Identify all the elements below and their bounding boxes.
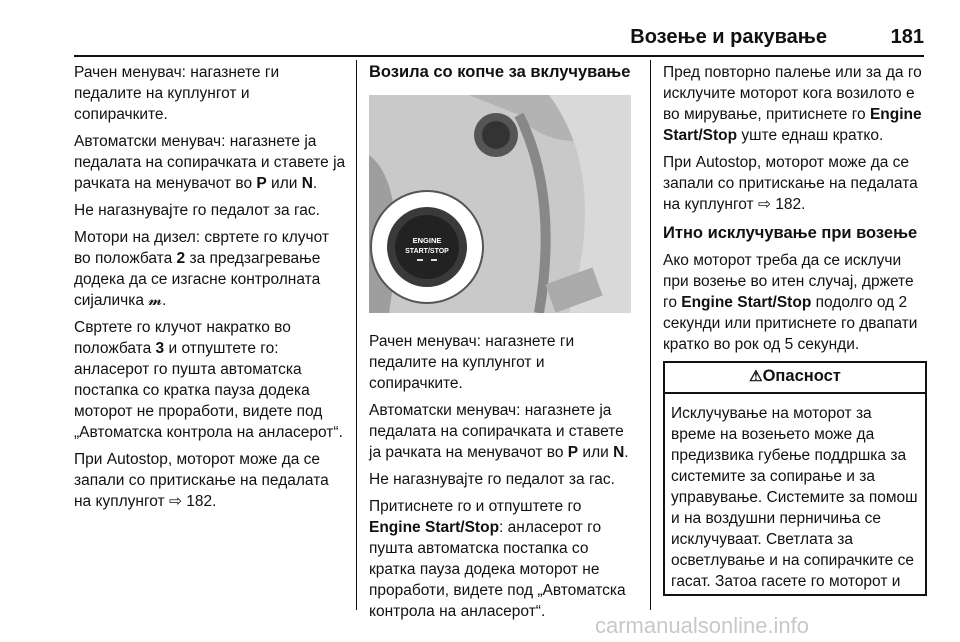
paragraph: Автоматски менувач: нагазнете ја педалата на сопирачката и ставете ја рачката на менувачот во P или N. xyxy=(369,402,629,461)
glow-plug-icon: 𝓶 xyxy=(148,292,163,309)
section-heading: Итно исклучување при возење xyxy=(663,224,918,242)
header-rule xyxy=(74,55,924,57)
page-header-title: Возење и ракување xyxy=(630,26,827,48)
paragraph: Рачен менувач: нагазнете ги педалите на куплунгот и сопирачките. xyxy=(369,333,575,392)
paragraph: Рачен менувач: нагазнете ги педалите на куплунгот и сопирачките. xyxy=(74,64,280,123)
danger-box xyxy=(663,361,927,596)
danger-title: ⚠Опасност xyxy=(665,363,925,394)
paragraph: При Autostop, моторот може да се запали со притискање на педалата на куплунгот ⇨ 182. xyxy=(663,154,918,213)
photo-button-label: START/STOP xyxy=(405,248,449,255)
column-right xyxy=(663,62,927,596)
paragraph: Автоматски менувач: нагазнете ја педалата на сопирачката и ставете ја рачката на менувачот во P или N. xyxy=(74,133,346,192)
column-middle xyxy=(369,62,633,628)
engine-start-stop-photo xyxy=(369,95,631,313)
column-separator xyxy=(356,60,357,610)
paragraph: Не нагазнувајте го педалот за гас. xyxy=(74,202,320,219)
page-ref-arrow-icon: ⇨ xyxy=(168,493,182,510)
page-number: 181 xyxy=(890,26,924,48)
page-ref[interactable]: 182. xyxy=(181,493,217,510)
paragraph: Свртете го клучот накратко во положбата 3 и отпуштете го: анласерот го пушта автоматска постапка со кратка пауза додека моторот не проработи, видете под „Автоматска контрола на анласерот“. xyxy=(74,319,343,441)
warning-triangle-icon: ⚠ xyxy=(749,368,763,385)
paragraph: Не нагазнувајте го педалот за гас. xyxy=(369,471,615,488)
paragraph: Притиснете го и отпуштете го Engine Start/Stop: анласерот го пушта автоматска постапка со кратка пауза додека моторот не проработи, видете под „Автоматска контрола на анласерот“. xyxy=(369,498,626,620)
column-separator xyxy=(650,60,651,610)
danger-body xyxy=(665,394,925,592)
danger-text: Исклучување на моторот за време на возењето може да предизвика губење поддршка за системите за сопирање и за управување. Системите за помош и на воздушни перничиња се исклучуваат. Светлата за осветлување и на сопирачките се гасат. Затоа гасете го моторот и xyxy=(671,405,918,590)
section-heading: Возила со копче за вклучување xyxy=(369,63,631,81)
column-left xyxy=(74,62,346,518)
paragraph: Пред повторно палење или за да го исклучите моторот кога возилото е во мирување, притиснете го Engine Start/Stop уште еднаш кратко. xyxy=(663,64,922,144)
watermark: carmanualsonline.info xyxy=(595,613,810,638)
page-ref-arrow-icon: ⇨ xyxy=(757,196,771,213)
page-ref[interactable]: 182. xyxy=(770,196,806,213)
paragraph: Ако моторот треба да се исклучи при возење во итен случај, држете го Engine Start/Stop подолго од 2 секунди или притиснете го двапати кратко во рок од 5 секунди. xyxy=(663,252,918,353)
paragraph: Мотори на дизел: свртете го клучот во положбата 2 за предзагревање додека да се изгасне контролната сијаличка 𝓶. xyxy=(74,229,329,309)
photo-button-label: ENGINE xyxy=(412,236,442,245)
paragraph: При Autostop, моторот може да се запали со притискање на педалата на куплунгот ⇨ 182. xyxy=(74,451,329,510)
